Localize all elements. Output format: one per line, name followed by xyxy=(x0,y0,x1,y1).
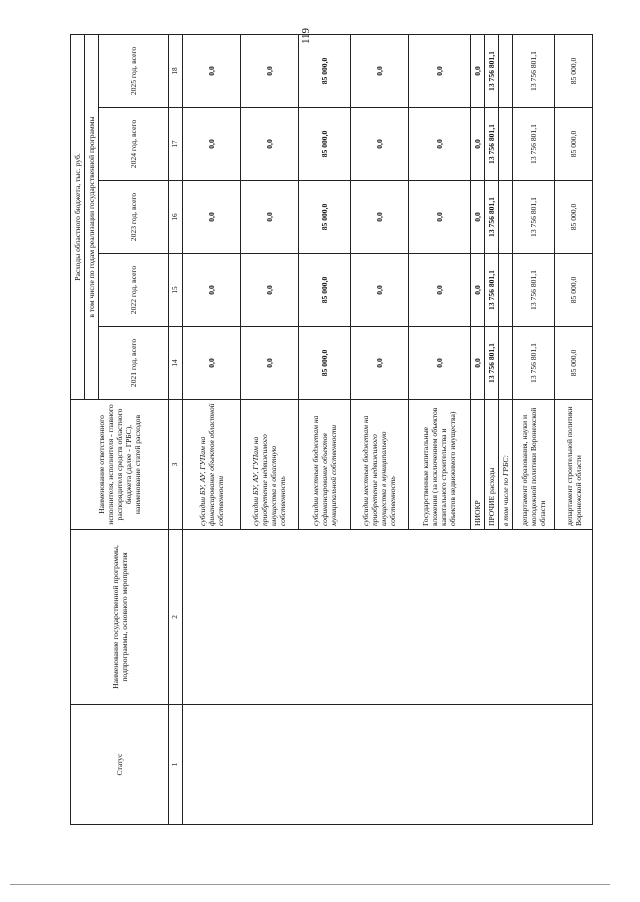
row-label: субсидии местным бюджетам на софинансирование объектов муниципальной собственности xyxy=(298,400,350,530)
program-name-cell xyxy=(182,530,592,705)
header-year: 2022 год, всего xyxy=(99,254,169,327)
value-cell: 0,0 xyxy=(350,181,408,254)
value-cell: 13 756 801,1 xyxy=(513,181,555,254)
col-index: 15 xyxy=(169,254,183,327)
row-label: субсидии БУ, АУ, ГУПам на финансирование объектов областной собственности xyxy=(182,400,240,530)
value-cell: 13 756 801,1 xyxy=(513,108,555,181)
value-cell: 85 000,0 xyxy=(298,34,350,107)
value-cell xyxy=(499,108,513,181)
budget-table xyxy=(70,34,593,825)
value-cell: 85 000,0 xyxy=(298,254,350,327)
page-number: 119 xyxy=(300,27,313,45)
col-index: 2 xyxy=(169,530,183,705)
value-cell: 0,0 xyxy=(350,254,408,327)
value-cell xyxy=(499,254,513,327)
col-index: 3 xyxy=(169,400,183,530)
value-cell: 0,0 xyxy=(182,181,240,254)
value-cell: 0,0 xyxy=(240,34,298,107)
value-cell: 85 000,0 xyxy=(298,108,350,181)
value-cell: 0,0 xyxy=(408,181,470,254)
value-cell: 0,0 xyxy=(240,254,298,327)
row-label: Государственные капитальные вложения (за исключением объектов капитального строительства и объектов недвижимого имущества) xyxy=(408,400,470,530)
value-cell: 13 756 801,1 xyxy=(484,327,498,400)
header-name: Наименование государственной программы, подпрограммы, основного мероприятия xyxy=(71,530,169,705)
header-year: 2021 год, всего xyxy=(99,327,169,400)
value-cell: 0,0 xyxy=(470,108,484,181)
table-row xyxy=(182,34,240,824)
header-responsible: Наименование ответственного исполнителя, исполнителя - главного распорядителя средств областного бюджета (далее - ГРБС), наименование статей расходов xyxy=(71,400,169,530)
value-cell: 0,0 xyxy=(350,108,408,181)
value-cell: 85 000,0 xyxy=(555,34,593,107)
row-label: субсидии местным бюджетам на приобретение недвижимого имущества в муниципальную собственность xyxy=(350,400,408,530)
value-cell: 0,0 xyxy=(408,34,470,107)
header-year: 2024 год, всего xyxy=(99,108,169,181)
value-cell: 85 000,0 xyxy=(298,327,350,400)
value-cell: 0,0 xyxy=(240,108,298,181)
col-index: 16 xyxy=(169,181,183,254)
value-cell: 0,0 xyxy=(470,181,484,254)
row-label: субсидии БУ, АУ, ГУПам на приобретение недвижимого имущества в областную собственность xyxy=(240,400,298,530)
value-cell: 0,0 xyxy=(240,327,298,400)
value-cell: 13 756 801,1 xyxy=(484,254,498,327)
value-cell: 13 756 801,1 xyxy=(513,34,555,107)
value-cell: 0,0 xyxy=(470,34,484,107)
value-cell: 85 000,0 xyxy=(555,327,593,400)
value-cell xyxy=(499,34,513,107)
value-cell: 0,0 xyxy=(182,108,240,181)
value-cell: 13 756 801,1 xyxy=(513,254,555,327)
value-cell: 85 000,0 xyxy=(298,181,350,254)
row-label: ПРОЧИЕ расходы xyxy=(484,400,498,530)
value-cell: 13 756 801,1 xyxy=(513,327,555,400)
row-label: НИОКР xyxy=(470,400,484,530)
value-cell: 85 000,0 xyxy=(555,181,593,254)
budget-table-sheet xyxy=(70,35,583,825)
row-label: департамент строительной политики Воронежской области xyxy=(555,400,593,530)
value-cell: 0,0 xyxy=(182,254,240,327)
value-cell: 13 756 801,1 xyxy=(484,34,498,107)
row-label: в том числе по ГРБС: xyxy=(499,400,513,530)
value-cell: 0,0 xyxy=(408,327,470,400)
header-status: Статус xyxy=(71,705,169,825)
value-cell xyxy=(499,327,513,400)
column-index-row xyxy=(169,34,183,824)
value-cell: 0,0 xyxy=(470,254,484,327)
row-label: департамент образования, науки и молодежной политики Воронежской области xyxy=(513,400,555,530)
value-cell: 0,0 xyxy=(350,327,408,400)
value-cell xyxy=(499,181,513,254)
value-cell: 85 000,0 xyxy=(555,108,593,181)
value-cell: 0,0 xyxy=(350,34,408,107)
header-including: в том числе по годам реализации государственной программы xyxy=(85,34,99,399)
header-budget: Расходы областного бюджета, тыс. руб. xyxy=(71,34,85,399)
value-cell: 13 756 801,1 xyxy=(484,108,498,181)
value-cell: 0,0 xyxy=(240,181,298,254)
value-cell: 13 756 801,1 xyxy=(484,181,498,254)
header-year: 2025 год, всего xyxy=(99,34,169,107)
col-index: 1 xyxy=(169,705,183,825)
value-cell: 0,0 xyxy=(182,327,240,400)
col-index: 18 xyxy=(169,34,183,107)
value-cell: 85 000,0 xyxy=(555,254,593,327)
value-cell: 0,0 xyxy=(408,108,470,181)
col-index: 17 xyxy=(169,108,183,181)
status-cell xyxy=(182,705,592,825)
bottom-rule xyxy=(10,884,610,885)
value-cell: 0,0 xyxy=(408,254,470,327)
value-cell: 0,0 xyxy=(182,34,240,107)
col-index: 14 xyxy=(169,327,183,400)
header-year: 2023 год, всего xyxy=(99,181,169,254)
value-cell: 0,0 xyxy=(470,327,484,400)
